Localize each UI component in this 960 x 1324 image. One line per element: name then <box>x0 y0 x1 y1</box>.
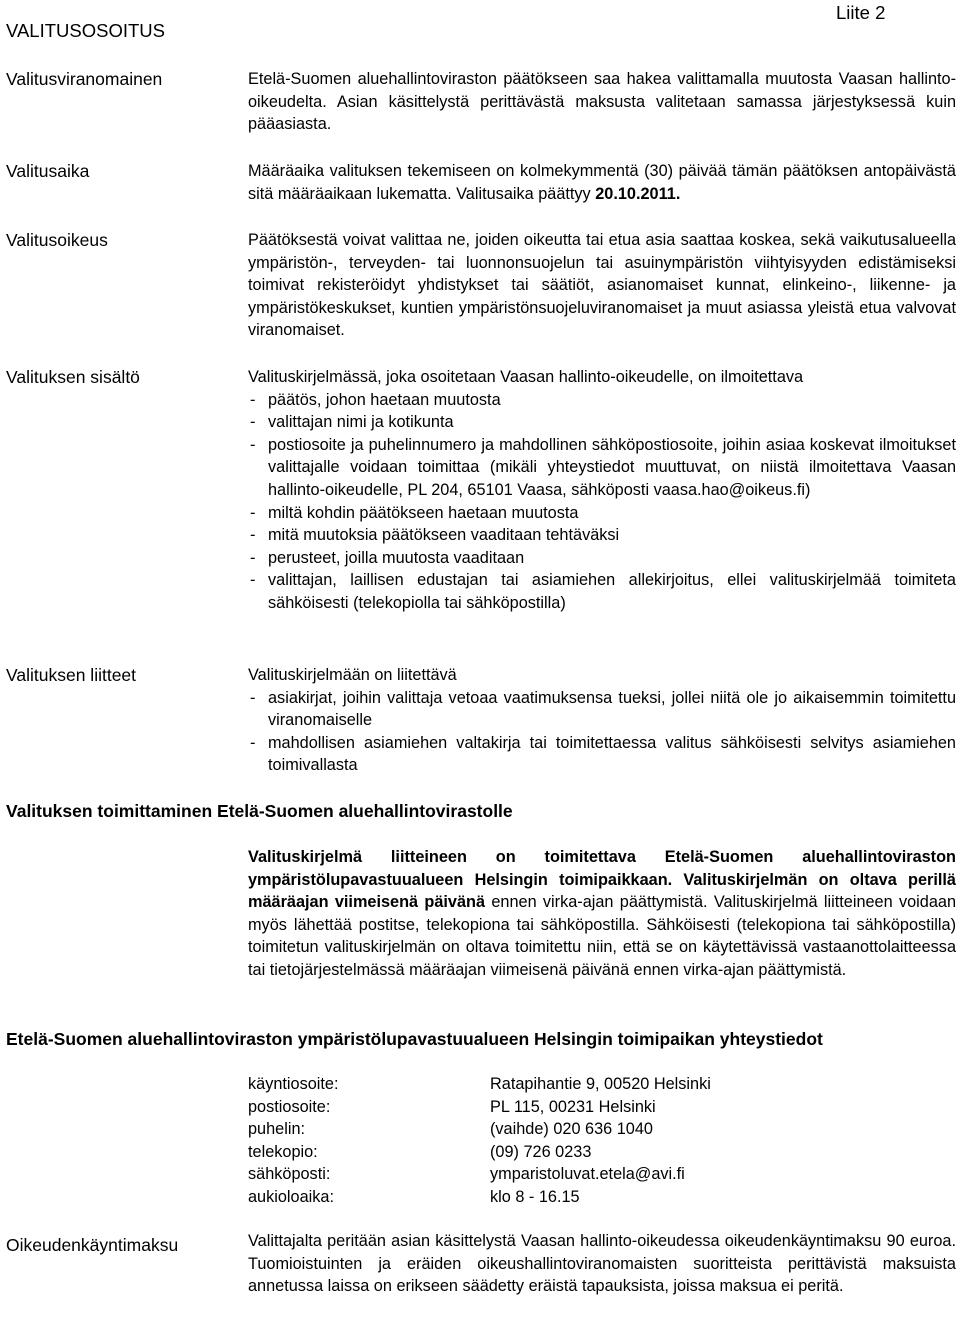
appeal-content-intro: Valituskirjelmässä, joka osoitetaan Vaasan hallinto-oikeudelle, on ilmoitettava <box>248 368 804 386</box>
document-title: VALITUSOSOITUS <box>6 20 165 41</box>
list-item: - valittajan, laillisen edustajan tai asiamiehen allekirjoitus, ellei valituskirjelmää toimiteta sähköisesti (telekopiolla tai sähköpostilla) <box>248 569 956 614</box>
contact-row <box>248 1073 808 1096</box>
contact-row <box>248 1118 808 1141</box>
list-item: - mahdollisen asiamiehen valtakirja tai toimitettaessa valitus sähköisesti selvitys asiamiehen toimivallasta <box>248 732 956 777</box>
contact-value: Ratapihantie 9, 00520 Helsinki <box>490 1075 711 1093</box>
contact-key: käyntiosoite: <box>248 1075 339 1093</box>
list-item: - valittajan nimi ja kotikunta <box>248 411 956 434</box>
authority-label: Valitusviranomainen <box>6 69 163 89</box>
list-item: - postiosoite ja puhelinnumero ja mahdollinen sähköpostiosoite, joihin asiaa koskevat ilmoitukset valittajalle voidaan toimittaa (mikäli yhteystiedot muuttuvat, on niistä ilmoitettava Vaasan hallinto-oikeudelle, PL 204, 65101 Vaasa, sähköposti vaasa.hao@oikeus.fi) <box>248 434 956 502</box>
appeal-right-label: Valitusoikeus <box>6 230 108 250</box>
contact-value: (09) 726 0233 <box>490 1142 592 1161</box>
contact-key: postiosoite: <box>248 1097 331 1116</box>
appeal-content-block <box>248 366 956 615</box>
list-item: - asiakirjat, joihin valittaja vetoaa vaatimuksensa tueksi, jollei niitä ole jo aikaisemmin toimitettu viranomaiselle <box>248 687 956 732</box>
appeal-deadline-prefix: Valitusaika päättyy <box>456 184 591 203</box>
contact-value: (vaihde) 020 636 1040 <box>490 1120 653 1139</box>
contact-row <box>248 1096 808 1119</box>
list-item: - mitä muutoksia päätökseen vaaditaan tehtäväksi <box>248 524 956 547</box>
list-item: - päätös, johon haetaan muutosta <box>248 389 956 412</box>
contact-key: aukioloaika: <box>248 1187 334 1206</box>
annex-label: Liite 2 <box>836 2 886 23</box>
authority-text: Etelä-Suomen aluehallintoviraston päätökseen saa hakea valittamalla muutosta Vaasan hallinto-oikeudelta. Asian käsittelystä perittävästä maksusta valitetaan samassa järjestyksessä kuin pääasiasta. <box>248 70 956 134</box>
list-item: - miltä kohdin päätökseen haetaan muutosta <box>248 502 956 525</box>
appeal-deadline-date: 20.10.2011. <box>595 184 681 203</box>
appeal-right-text: Päätöksestä voivat valittaa ne, joiden oikeutta tai etua asia saattaa koskea, sekä vaikutusalueella ympäristön-, terveyden- tai luonnonsuojelun tai asuinympäristön viihtyisyyden edistämiseksi toimivat rekisteröidyt yhdistykset tai säätiöt, asianomaiset kunnat, elinkeino-, liikenne- ja ympäristökeskukset, kuntien ympäristönsuojeluviranomaiset ja muut asiassa yleistä etua valvovat viranomaiset. <box>248 231 956 340</box>
list-item: - perusteet, joilla muutosta vaaditaan <box>248 547 956 570</box>
contact-heading: Etelä-Suomen aluehallintoviraston ympäristölupavastuualueen Helsingin toimipaikan yhteystiedot <box>6 1029 823 1049</box>
appeal-attachments-label: Valituksen liitteet <box>6 665 137 685</box>
delivery-text <box>248 846 956 982</box>
appeal-attachments-intro: Valituskirjelmään on liitettävä <box>248 666 457 684</box>
contact-row <box>248 1141 808 1164</box>
contact-row <box>248 1186 808 1209</box>
delivery-bold-1: Valituskirjelmä liitteineen on toimitettava Etelä-Suomen aluehallintoviraston ympäristölupavastuualueen Helsingin toimipaikkaan. <box>248 848 956 889</box>
appeal-time-text <box>248 160 956 205</box>
delivery-rest: ennen virka-ajan päättymistä. Valituskirjelmä liitteineen voidaan myös lähettää postitse, telekopiona tai sähköpostilla. Sähköisesti (telekopiona tai sähköpostilla) toimitetun valituskirjelmän on oltava toimitettu niin, että se on käytettävissä vastaanottolaitteessa tai tietojärjestelmässä määräajan viimeisenä päivänä ennen virka-ajan päättymistä. <box>248 893 956 979</box>
court-fee-text: Valittajalta peritään asian käsittelystä Vaasan hallinto-oikeudessa oikeudenkäyntimaksu 90 euroa. Tuomioistuinten ja eräiden oikeushallintoviranomaisten suoritteista perittävistä maksuista annetussa laissa on erikseen säädetty eräistä tapauksista, joissa maksua ei peritä. <box>248 1232 956 1296</box>
contact-key: telekopio: <box>248 1142 318 1161</box>
delivery-heading: Valituksen toimittaminen Etelä-Suomen aluehallintovirastolle <box>6 801 513 821</box>
appeal-attachments-list <box>248 687 956 777</box>
contact-value: klo 8 - 16.15 <box>490 1187 580 1206</box>
appeal-time-label: Valitusaika <box>6 161 90 181</box>
appeal-content-list <box>248 389 956 615</box>
contact-key: sähköposti: <box>248 1165 331 1184</box>
appeal-content-label: Valituksen sisältö <box>6 367 140 387</box>
contact-email[interactable]: ymparistoluvat.etela@avi.fi <box>490 1165 685 1184</box>
court-fee-label: Oikeudenkäyntimaksu <box>6 1235 179 1255</box>
contact-row <box>248 1163 808 1186</box>
contact-value: PL 115, 00231 Helsinki <box>490 1097 656 1116</box>
appeal-attachments-block <box>248 664 956 777</box>
contact-table <box>248 1073 808 1209</box>
delivery-bold-2: Valituskirjelmän on oltava perillä määräajan viimeisenä päivänä <box>248 870 956 912</box>
appeal-time-rule: Määräaika valituksen tekemiseen on kolmekymmentä (30) päivää tämän päätöksen antopäivästä sitä määräaikaan lukematta. <box>248 162 956 203</box>
contact-key: puhelin: <box>248 1120 306 1139</box>
